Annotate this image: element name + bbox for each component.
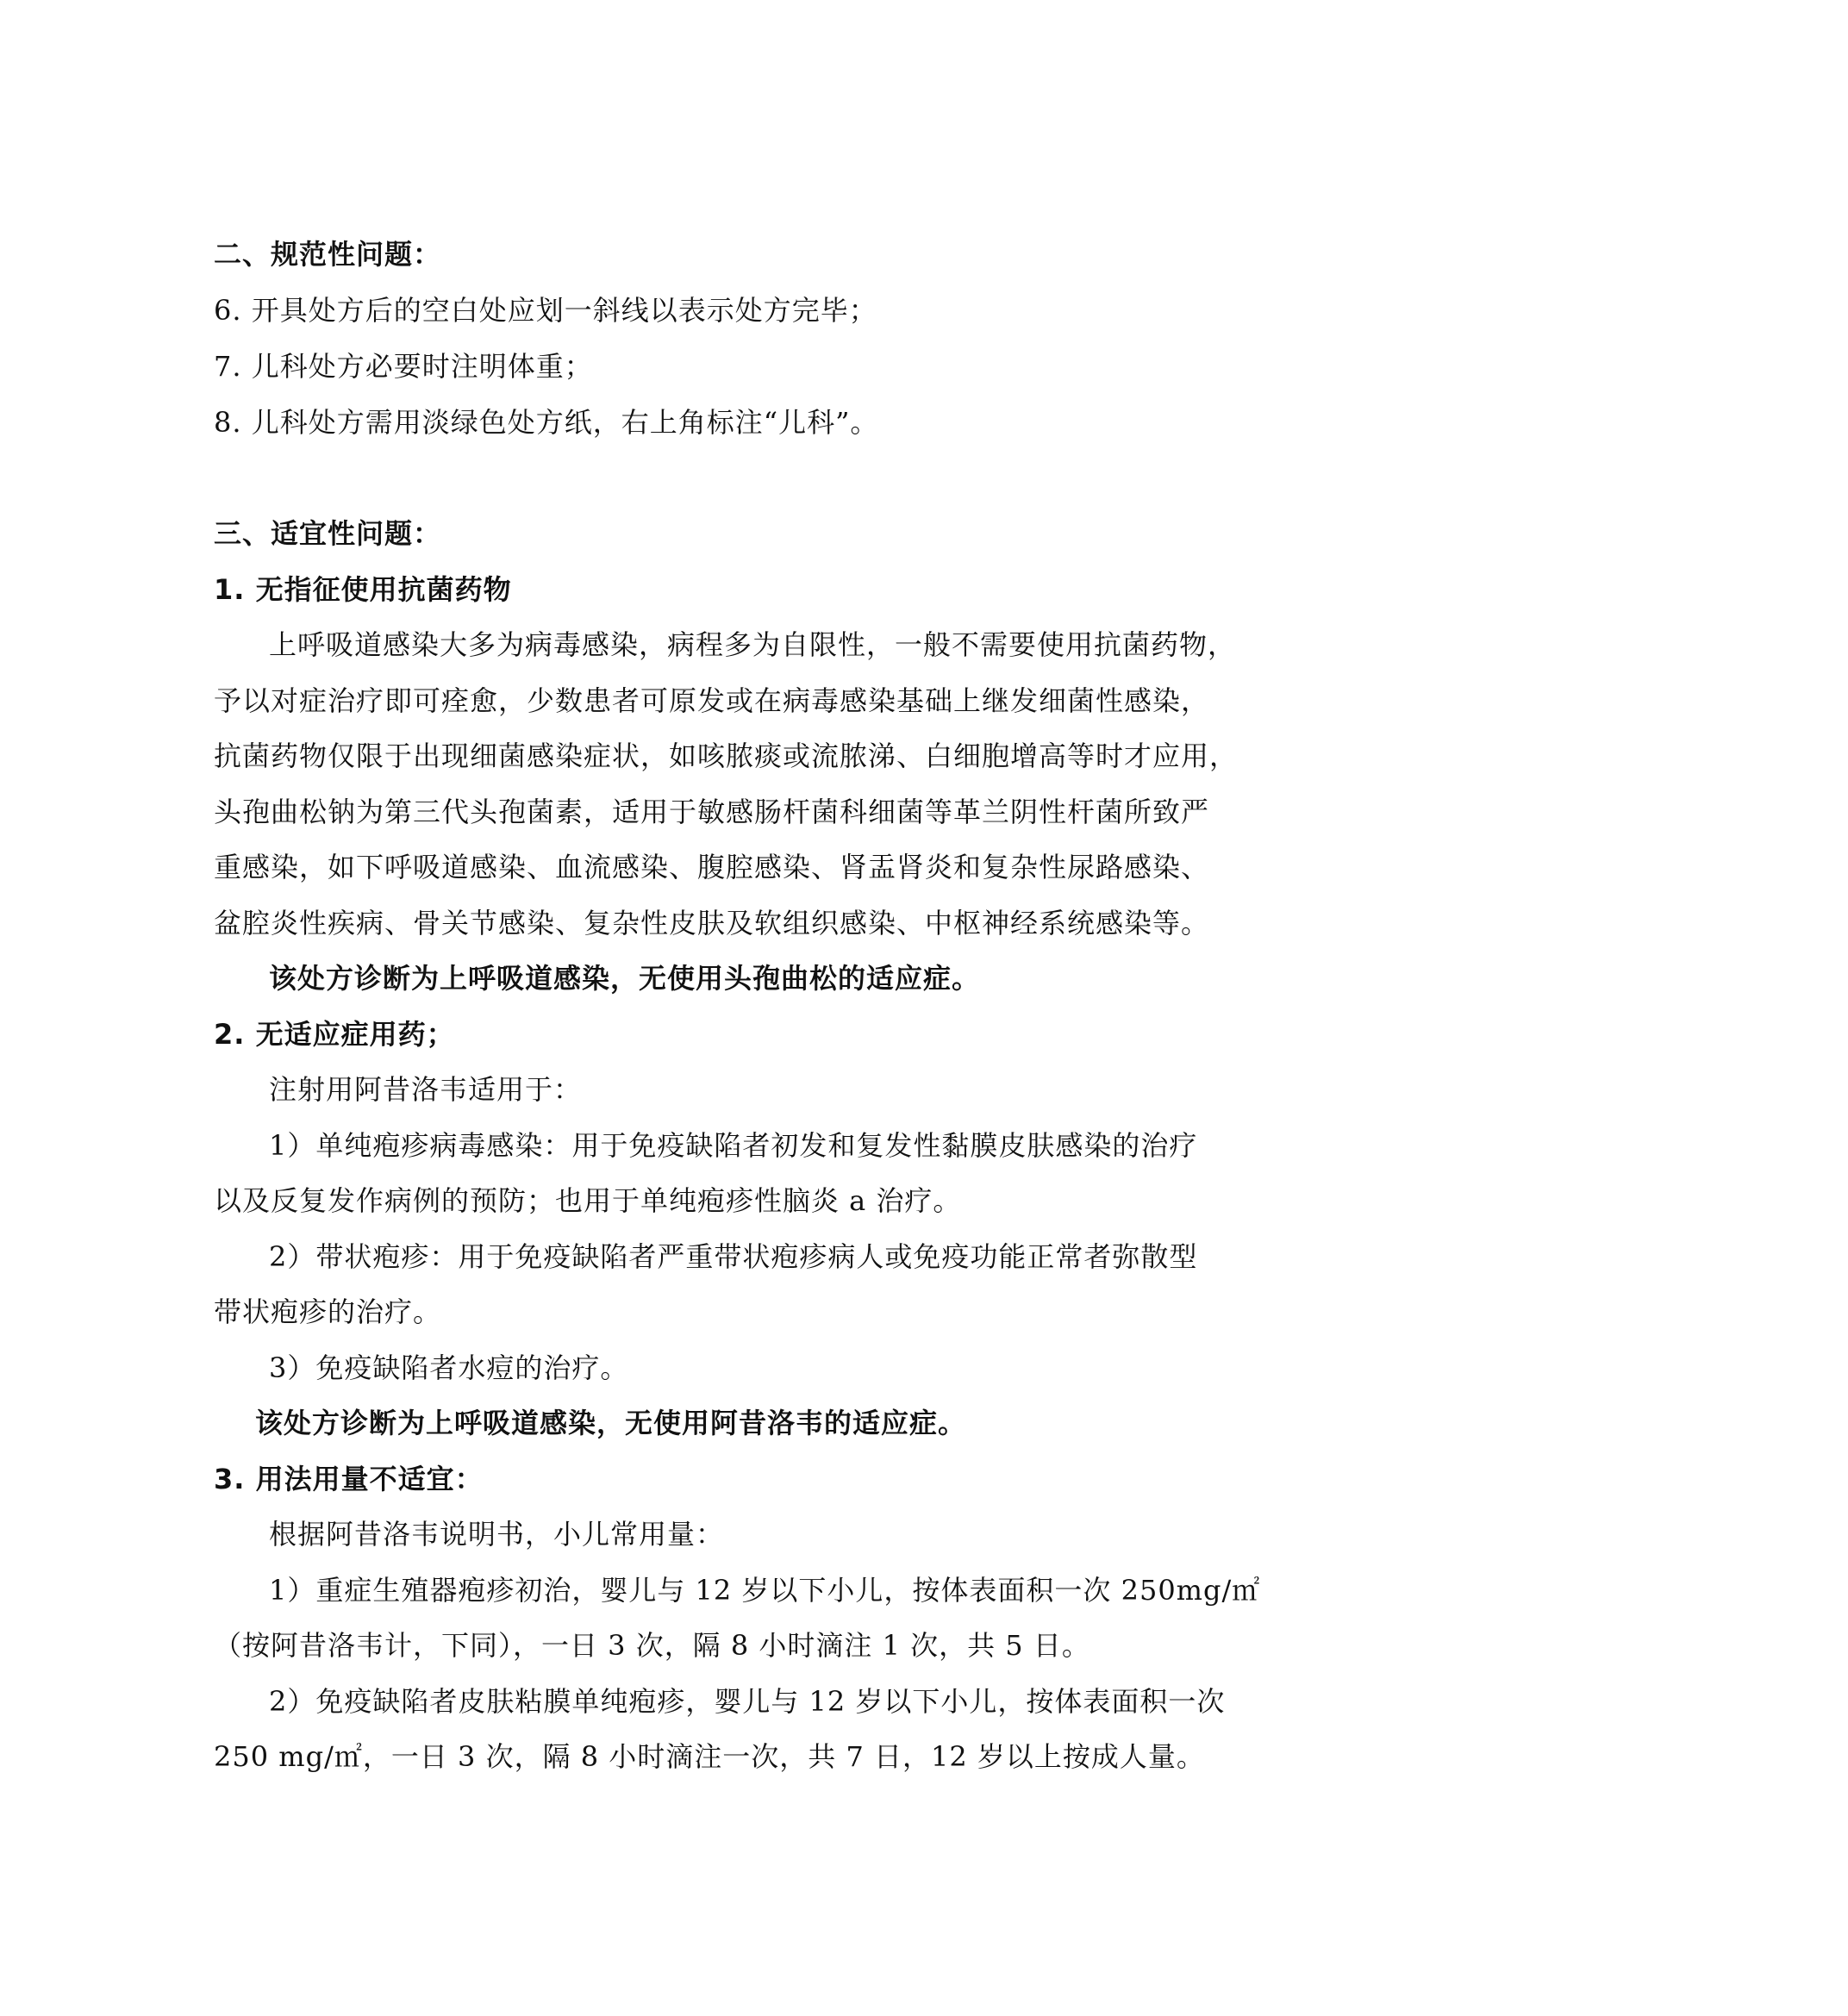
issue2-title: 2. 无适应症用药； <box>214 1018 455 1051</box>
issue1-text-line: 重感染，如下呼吸道感染、血流感染、腹腔感染、肾盂肾炎和复杂性尿路感染、 <box>214 851 1210 883</box>
issue1-text-line: 头孢曲松钠为第三代头孢菌素，适用于敏感肠杆菌科细菌等革兰阴性杆菌所致严 <box>214 796 1210 828</box>
issue3-title: 3. 用法用量不适宜： <box>214 1463 484 1495</box>
issue1-text-line: 上呼吸道感染大多为病毒感染，病程多为自限性，一般不需要使用抗菌药物， <box>269 628 1237 661</box>
issue1-text-line: 予以对症治疗即可痊愈，少数患者可原发或在病毒感染基础上继发细菌性感染， <box>214 684 1210 717</box>
issue2-intro: 注射用阿昔洛韦适用于： <box>269 1073 583 1106</box>
issue3-intro: 根据阿昔洛韦说明书，小儿常用量： <box>269 1518 725 1551</box>
section2-heading: 二、规范性问题： <box>214 238 442 271</box>
section2-item-6: 6. 开具处方后的空白处应划一斜线以表示处方完毕； <box>214 294 877 327</box>
issue1-text-line: 盆腔炎性疾病、骨关节感染、复杂性皮肤及软组织感染、中枢神经系统感染等。 <box>214 907 1210 939</box>
issue2-text-line: 以及反复发作病例的预防；也用于单纯疱疹性脑炎 a 治疗。 <box>214 1184 962 1217</box>
issue3-dose-line: 1）重症生殖器疱疹初治，婴儿与 12 岁以下小儿，按体表面积一次 250mg/㎡ <box>269 1574 1261 1607</box>
issue2-text-line: 带状疱疹的治疗。 <box>214 1295 442 1328</box>
issue1-text-line: 抗菌药物仅限于出现细菌感染症状，如咳脓痰或流脓涕、白细胞增高等时才应用， <box>214 740 1239 772</box>
issue2-text-line: 1）单纯疱疹病毒感染：用于免疫缺陷者初发和复发性黏膜皮肤感染的治疗 <box>269 1129 1198 1162</box>
issue2-text-line: 2）带状疱疹：用于免疫缺陷者严重带状疱疹病人或免疫功能正常者弥散型 <box>269 1240 1198 1273</box>
issue2-text-line: 3）免疫缺陷者水痘的治疗。 <box>269 1351 629 1384</box>
issue1-title: 1. 无指征使用抗菌药物 <box>214 573 512 606</box>
section3-heading: 三、适宜性问题： <box>214 517 442 550</box>
issue1-conclusion: 该处方诊断为上呼吸道感染，无使用头孢曲松的适应症。 <box>269 962 981 995</box>
issue3-dose-line: （按阿昔洛韦计，下同），一日 3 次，隔 8 小时滴注 1 次，共 5 日。 <box>214 1629 1090 1662</box>
issue3-dose-line: 250 mg/㎡，一日 3 次，隔 8 小时滴注一次，共 7 日，12 岁以上按成人量。 <box>214 1740 1205 1773</box>
section2-item-8: 8. 儿科处方需用淡绿色处方纸，右上角标注“儿科”。 <box>214 406 879 439</box>
section2-item-7: 7. 儿科处方必要时注明体重； <box>214 350 593 383</box>
issue2-conclusion: 该处方诊断为上呼吸道感染，无使用阿昔洛韦的适应症。 <box>255 1407 967 1439</box>
issue3-dose-line: 2）免疫缺陷者皮肤粘膜单纯疱疹，婴儿与 12 岁以下小儿，按体表面积一次 <box>269 1685 1226 1718</box>
